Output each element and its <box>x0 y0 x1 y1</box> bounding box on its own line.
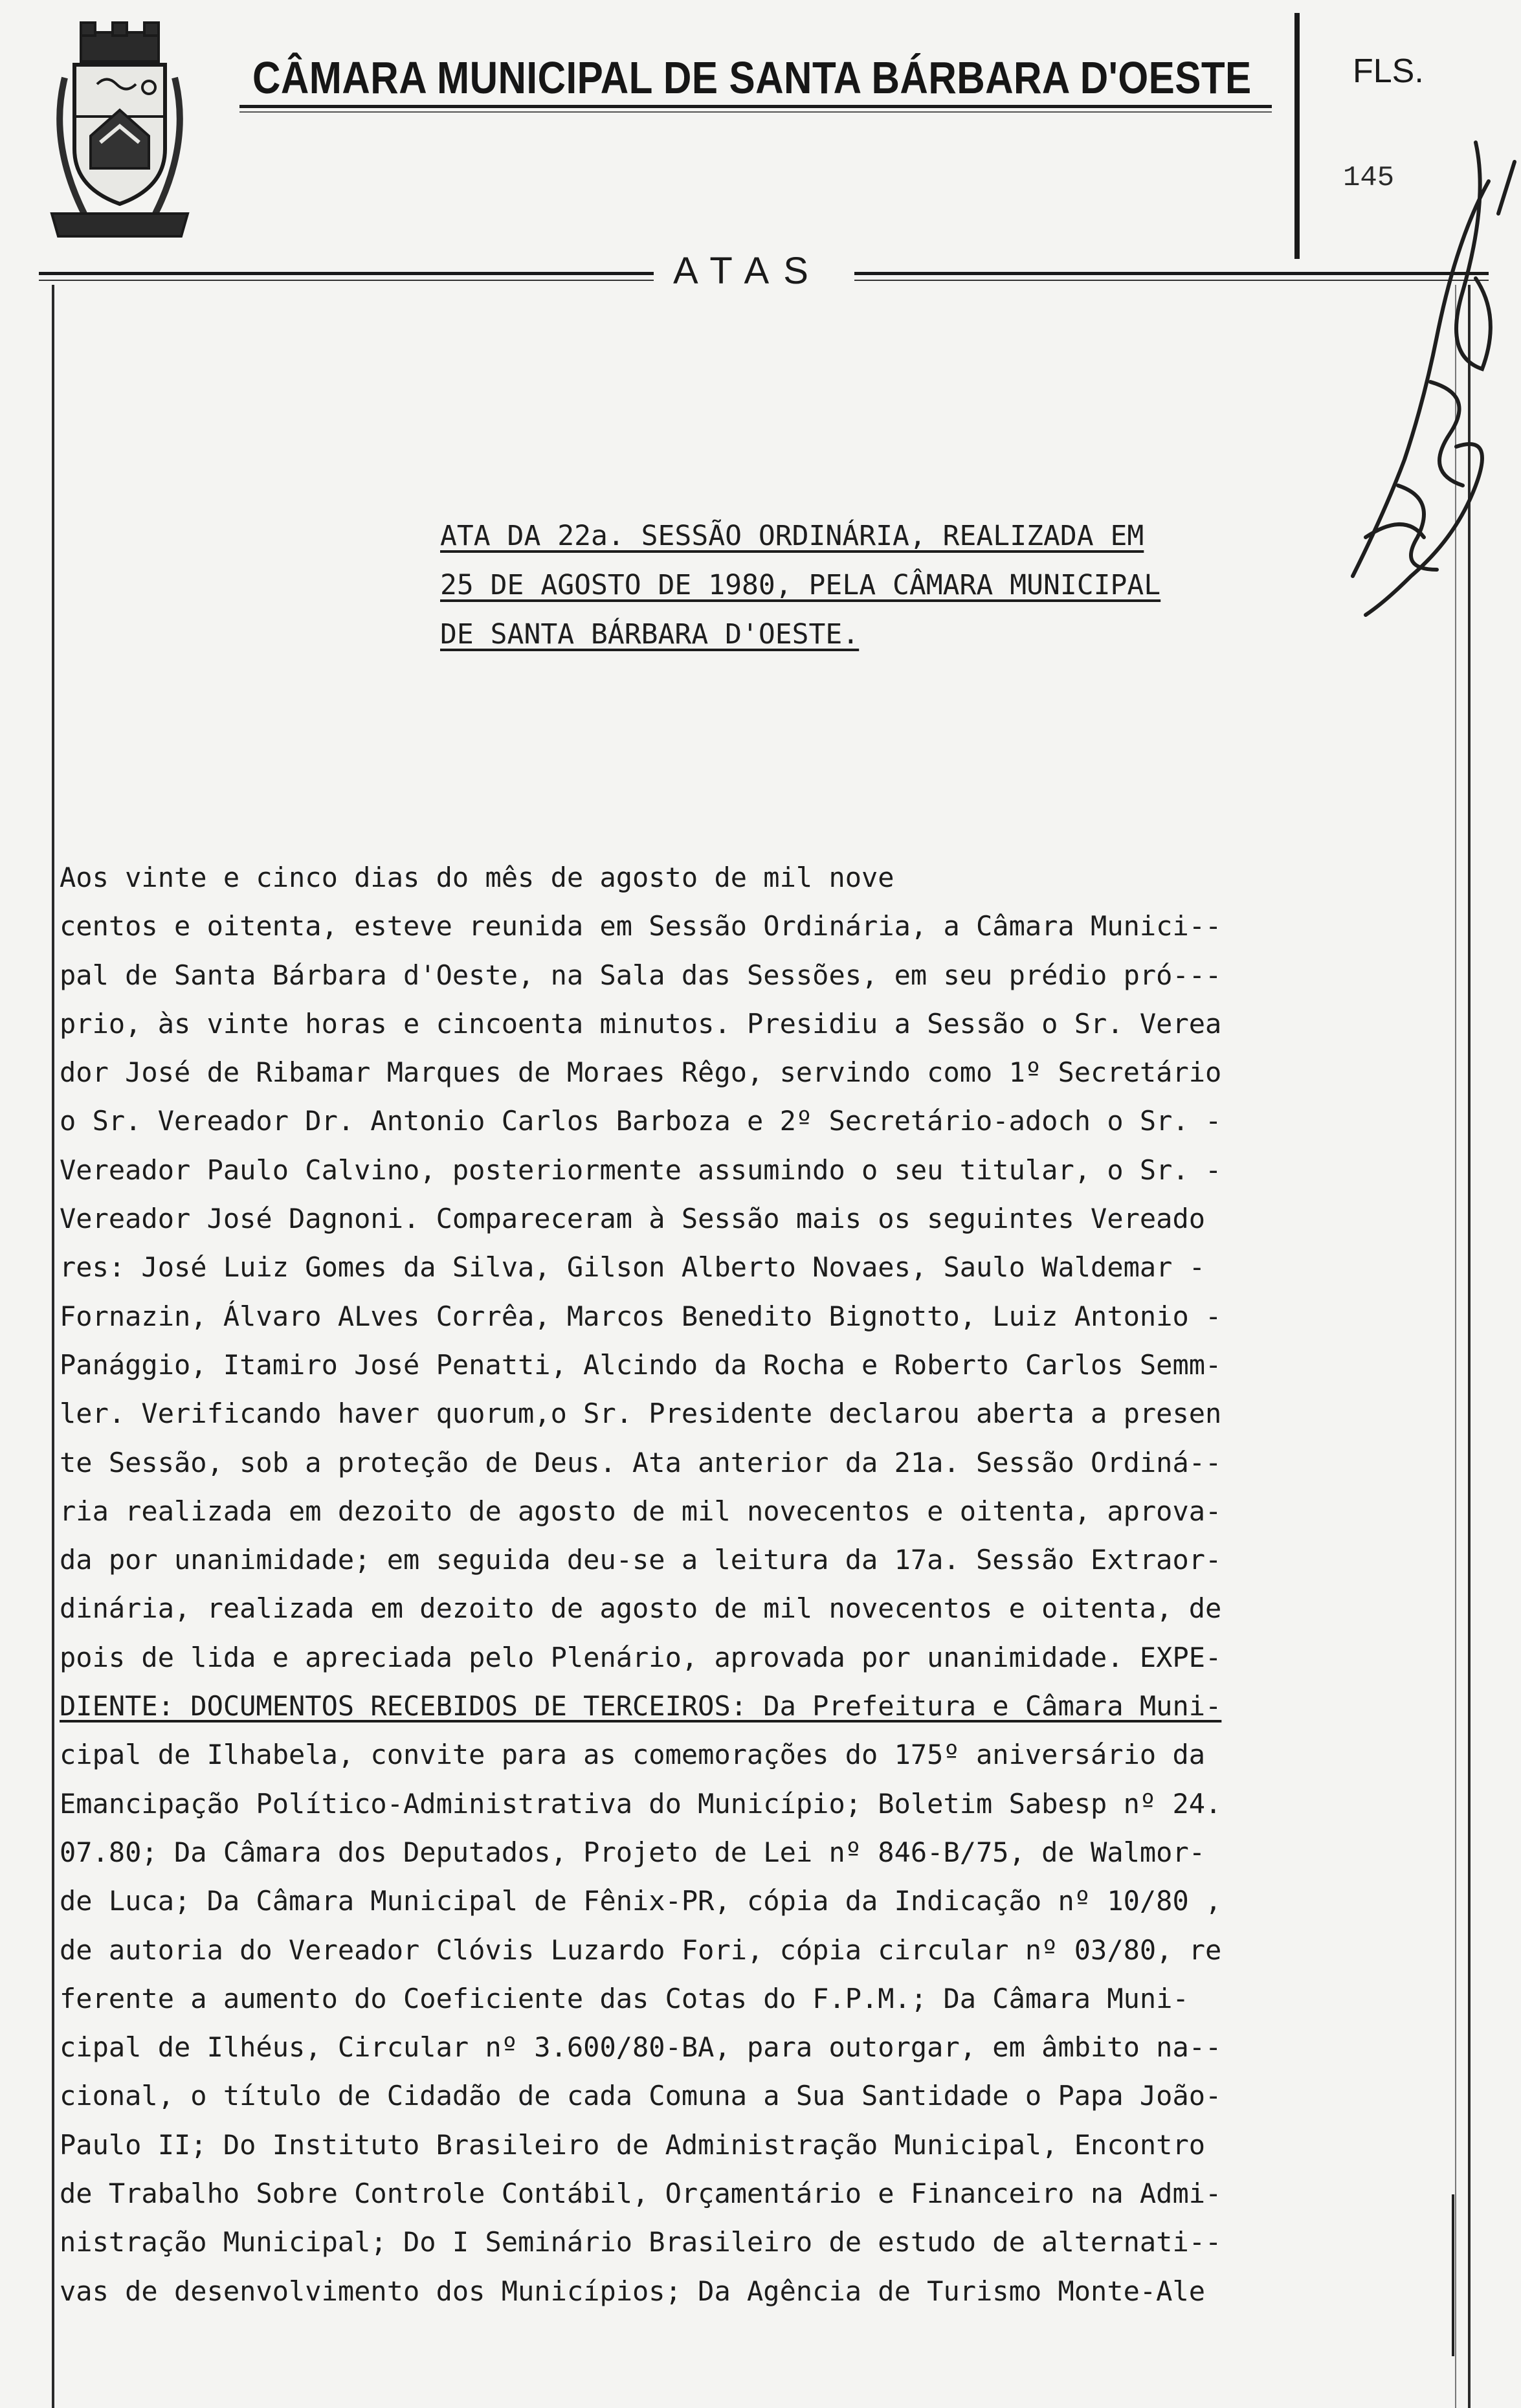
body-line: da por unanimidade; em seguida deu-se a leitura da 17a. Sessão Extraor- <box>60 1544 1222 1576</box>
page-frame-left <box>52 285 54 2408</box>
atas-rule-left <box>39 272 654 275</box>
body-line: nistração Municipal; Do I Seminário Brasileiro de estudo de alternati-- <box>60 2226 1222 2258</box>
ata-heading-line: 25 DE AGOSTO DE 1980, PELA CÂMARA MUNICIPAL <box>440 569 1161 601</box>
body-line: res: José Luiz Gomes da Silva, Gilson Alberto Novaes, Saulo Waldemar - <box>60 1251 1206 1284</box>
body-line: cional, o título de Cidadão de cada Comuna a Sua Santidade o Papa João- <box>60 2080 1222 2112</box>
title-rule <box>239 105 1272 108</box>
body-line: DIENTE: DOCUMENTOS RECEBIDOS DE TERCEIROS: Da Prefeitura e Câmara Muni- <box>60 1690 1222 1722</box>
title-rule-thin <box>239 111 1272 113</box>
body-line: dinária, realizada em dezoito de agosto de mil novecentos e oitenta, de <box>60 1592 1222 1625</box>
municipal-coat-of-arms-icon <box>45 19 194 246</box>
atas-rule-left-thin <box>39 280 654 281</box>
fls-divider <box>1294 13 1300 259</box>
body-line: te Sessão, sob a proteção de Deus. Ata anterior da 21a. Sessão Ordiná-- <box>60 1446 1222 1478</box>
body-line: Emancipação Político-Administrativa do Município; Boletim Sabesp nº 24. <box>60 1787 1222 1820</box>
body-line: dor José de Ribamar Marques de Moraes Rêgo, servindo como 1º Secretário <box>60 1056 1222 1089</box>
body-line: Paulo II; Do Instituto Brasileiro de Administração Municipal, Encontro <box>60 2128 1206 2161</box>
body-line: de autoria do Vereador Clóvis Luzardo Fori, cópia circular nº 03/80, re <box>60 1934 1222 1966</box>
body-line: Vereador Paulo Calvino, posteriormente assumindo o seu titular, o Sr. - <box>60 1154 1222 1186</box>
body-line: pal de Santa Bárbara d'Oeste, na Sala das Sessões, em seu prédio pró--- <box>60 959 1222 991</box>
fls-label: FLS. <box>1353 52 1424 90</box>
margin-mark-icon <box>1450 2194 1456 2356</box>
body-line: vas de desenvolvimento dos Municípios; Da Agência de Turismo Monte-Ale <box>60 2275 1206 2307</box>
body-line: ferente a aumento do Coeficiente das Cotas do F.P.M.; Da Câmara Muni- <box>60 1982 1189 2014</box>
body-line: prio, às vinte horas e cincoenta minutos. Presidiu a Sessão o Sr. Verea <box>60 1007 1222 1040</box>
ata-body <box>60 853 1458 2315</box>
section-title: ATAS <box>673 250 823 292</box>
body-line: o Sr. Vereador Dr. Antonio Carlos Barboza e 2º Secretário-adoch o Sr. - <box>60 1105 1222 1137</box>
body-line: ler. Verificando haver quorum,o Sr. Presidente declarou aberta a presen <box>60 1398 1222 1430</box>
institution-title: CÂMARA MUNICIPAL DE SANTA BÁRBARA D'OESTE <box>252 52 1252 103</box>
ata-heading <box>440 511 1346 659</box>
handwritten-signature-icon <box>1327 123 1521 641</box>
body-line: cipal de Ilhabela, convite para as comemorações do 175º aniversário da <box>60 1739 1206 1771</box>
body-line: 07.80; Da Câmara dos Deputados, Projeto de Lei nº 846-B/75, de Walmor- <box>60 1836 1206 1868</box>
body-line: Vereador José Dagnoni. Compareceram à Sessão mais os seguintes Vereado <box>60 1203 1206 1235</box>
body-line: Panággio, Itamiro José Penatti, Alcindo da Rocha e Roberto Carlos Semm- <box>60 1348 1222 1381</box>
body-line: Aos vinte e cinco dias do mês de agosto de mil nove <box>60 862 894 893</box>
page-number: 145 <box>1343 162 1395 194</box>
body-line: pois de lida e apreciada pelo Plenário, aprovada por unanimidade. EXPE- <box>60 1641 1222 1673</box>
body-line: centos e oitenta, esteve reunida em Sessão Ordinária, a Câmara Munici-- <box>60 910 1222 942</box>
body-line: cipal de Ilhéus, Circular nº 3.600/80-BA, para outorgar, em âmbito na-- <box>60 2031 1222 2064</box>
body-line: de Trabalho Sobre Controle Contábil, Orçamentário e Financeiro na Admi- <box>60 2178 1222 2210</box>
body-line: ria realizada em dezoito de agosto de mil novecentos e oitenta, aprova- <box>60 1495 1222 1527</box>
ata-heading-line: DE SANTA BÁRBARA D'OESTE. <box>440 618 860 651</box>
body-line: de Luca; Da Câmara Municipal de Fênix-PR, cópia da Indicação nº 10/80 , <box>60 1885 1222 1917</box>
ata-heading-line: ATA DA 22a. SESSÃO ORDINÁRIA, REALIZADA EM <box>440 520 1144 552</box>
body-line: Fornazin, Álvaro ALves Corrêa, Marcos Benedito Bignotto, Luiz Antonio - <box>60 1300 1222 1332</box>
